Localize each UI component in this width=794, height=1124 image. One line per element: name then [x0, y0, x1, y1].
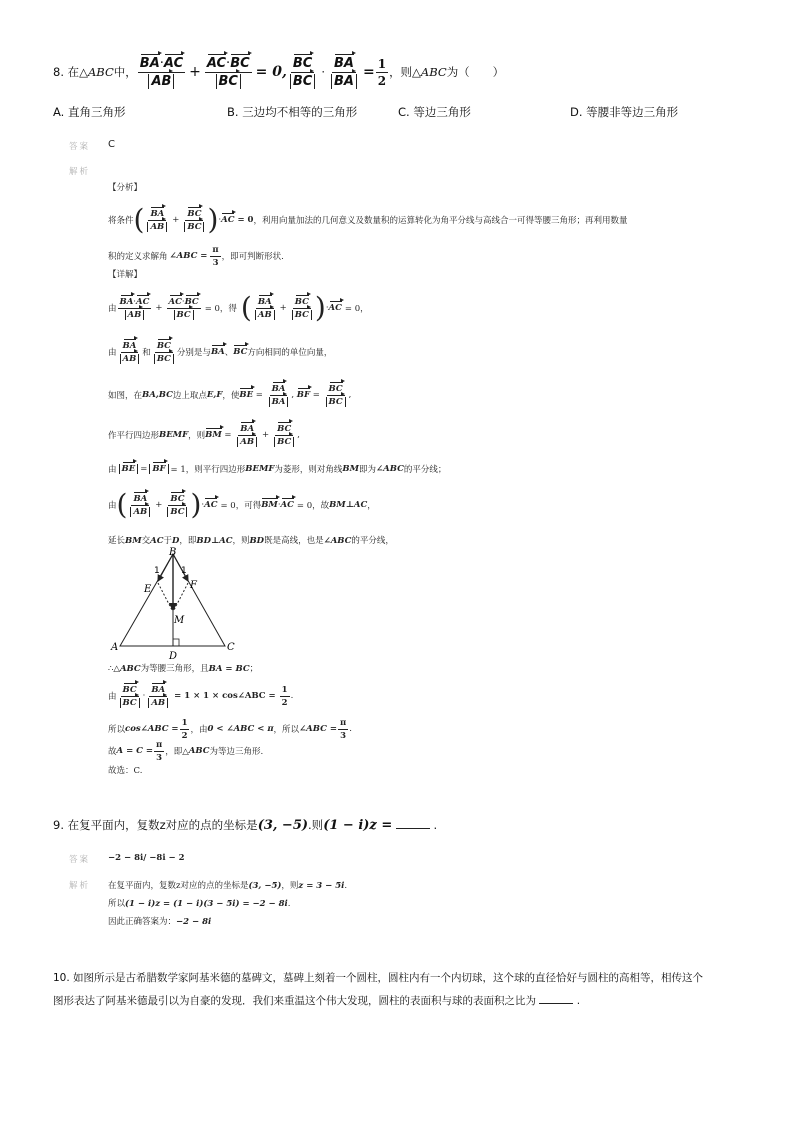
pi: π — [212, 244, 219, 255]
q9-point: (3, −5) — [257, 818, 309, 833]
l6e: ， — [367, 501, 376, 511]
vec-BA: BA — [119, 296, 134, 307]
l2b: 和 — [142, 348, 151, 358]
dashed-em — [158, 583, 172, 610]
label-b: B — [169, 547, 177, 558]
vec-BC: BC — [176, 309, 191, 320]
l6d: BM⊥AC — [329, 500, 368, 510]
l3b: BA,BC — [142, 390, 173, 400]
vec-AC: AC — [328, 303, 342, 313]
l2d: 、 — [224, 348, 234, 358]
l10a: 所以 — [108, 725, 126, 735]
l10c: ，由 — [190, 725, 208, 735]
vec-AC: AC — [163, 55, 184, 71]
two: 2 — [181, 730, 188, 741]
paren-group: ( $\frac{BA}{AB}$ + $\frac{BC}{BC}$ ) — [133, 203, 219, 236]
q9-answer-label: 答案 — [69, 855, 91, 865]
l1c: = 0， — [344, 304, 369, 314]
l11d: ABC — [188, 746, 210, 756]
l2a: 由 — [108, 348, 117, 358]
q9-stem — [53, 817, 437, 833]
l2c: 分别是与 — [176, 348, 211, 358]
l11b: A = C = — [116, 746, 153, 756]
vec-BA: BA — [210, 347, 225, 357]
triangle-figure — [105, 546, 245, 662]
q9-answer: −2 − 8i/ −8i − 2 — [108, 853, 185, 863]
vec-BM: BM — [205, 430, 222, 440]
pi: π — [339, 717, 347, 728]
option-b[interactable]: B. 三边均不相等的三角形 — [227, 105, 358, 119]
vec-BC: BC — [156, 340, 171, 351]
vec-BA: BA — [271, 383, 286, 394]
vec-AB: AB — [151, 697, 166, 708]
q8-mid: 中， — [113, 65, 137, 79]
vec-BC: BC — [187, 208, 202, 219]
l7i: ，则 — [232, 536, 250, 546]
l3c: 边上取点 — [172, 391, 207, 401]
q8-suffix2: 为（ ） — [446, 65, 505, 79]
l10e: ，所以 — [273, 725, 300, 735]
detail-line-10: 所以 cos∠ABC = $\frac{1}{2}$ ，由 0 < ∠ABC < π ，所以 ∠ABC = $\frac{\pi}{3}$ . — [108, 717, 352, 741]
vec-BA: BA — [133, 493, 148, 504]
l5b: = 1，则平行四边形 — [170, 465, 246, 475]
detail-line-8 — [108, 662, 258, 674]
l11a: 故 — [108, 747, 117, 757]
q8-eq2: = — [362, 64, 375, 80]
l1a: 由 — [108, 304, 117, 314]
vec-BE: BE — [239, 390, 254, 400]
q10-answer-blank[interactable] — [539, 993, 573, 1004]
l10b: cos∠ABC = — [125, 724, 179, 734]
vec-AB: AB — [133, 506, 148, 517]
vec-AB: AB — [151, 73, 172, 89]
vec-BE: BE — [121, 464, 136, 474]
q8-frac3 — [288, 56, 317, 89]
fenxi-line-1: 将条件 ( $\frac{BA}{AB}$ + $\frac{BC}{BC}$ ) ·AC = 0 ，利用向量加法的几何意义及数量积的运算转化为角平分线与高线合一可得等腰三角形；再利用数量 — [108, 203, 628, 236]
option-d[interactable]: D. 等腰非等边三角形 — [570, 105, 679, 119]
detail-line-9: 由 $\frac{BC}{BC}$ · $\frac{BA}{AB}$ = 1 × 1 × cos∠ABC = $\frac{1}{2}$ . — [108, 684, 294, 708]
q9-text2: .则 — [308, 818, 324, 832]
fenxi-1: 将条件 — [108, 216, 134, 226]
q10-line-1: 10. 如图所示是古希腊数学家阿基米德的墓碑文，墓碑上刻着一个圆柱，圆柱内有一个内切球，这个球的直径恰好与圆柱的高相等，相传这个 — [53, 972, 704, 984]
label-m: M — [174, 615, 185, 626]
l7c: 交 — [141, 536, 151, 546]
vec-AB: AB — [150, 221, 165, 232]
l10d: 0 < ∠ABC < π — [207, 724, 274, 734]
s1c: ，则 — [281, 881, 299, 891]
vec-BC: BC — [184, 296, 199, 307]
l1b: = 0，得 — [204, 304, 237, 314]
xiangjie-title: 【详解】 — [108, 270, 143, 280]
detail-line-12: 故选：C. — [108, 766, 143, 776]
l8d: BA = BC — [208, 664, 250, 674]
s2a: 所以 — [108, 899, 126, 909]
q8-eq1: = 0, — [255, 64, 287, 80]
q9-number: 9. — [53, 818, 64, 832]
detail-line-3: 如图，在 BA,BC 边上取点 E,F ，使 BE = $\frac{BA}{BA}$ , BF = $\frac{BC}{BC}$ , — [108, 383, 352, 407]
dashed-fm — [174, 583, 188, 610]
fenxi-2: ，利用向量加法的几何意义及数量积的运算转化为角平分线与高线合一可得等腰三角形；再利用数量 — [253, 216, 628, 226]
vec-BC: BC — [122, 697, 137, 708]
vec-BC: BC — [277, 423, 292, 434]
l8a: ∴△ — [108, 664, 120, 674]
l7f: D — [172, 536, 180, 546]
vec-BA: BA — [257, 296, 272, 307]
l3d: E,F — [206, 390, 223, 400]
option-c[interactable]: C. 等边三角形 — [398, 105, 471, 119]
q9-analysis-label: 解析 — [69, 881, 91, 891]
vec-BA: BA — [150, 208, 165, 219]
vec-BC: BC — [294, 296, 309, 307]
q10-line-2 — [53, 993, 580, 1008]
q10-text: 图形表达了阿基米德最引以为自豪的发现．我们来重温这个伟大发现，圆柱的表面积与球的表面积之比为 — [53, 995, 536, 1007]
vec-BA: BA — [122, 340, 137, 351]
vec-AB: AB — [127, 309, 142, 320]
vec-AB: AB — [240, 436, 255, 447]
vec-AC: AC — [168, 296, 182, 307]
vec-BM: BM — [261, 500, 278, 510]
detail-line-4: 作平行四边形 BEMF ，则 BM = $\frac{BA}{AB}$ + $\frac{BC}{BC}$ , — [108, 423, 300, 447]
s2c: . — [287, 899, 291, 909]
vec-BF: BF — [296, 390, 311, 400]
q9-sol-line-1 — [108, 879, 347, 891]
one: 1 — [181, 717, 188, 728]
label-d: D — [169, 651, 178, 662]
vec-BC: BC — [156, 353, 171, 364]
vec-AC: AC — [204, 500, 218, 510]
detail-line-7 — [108, 534, 394, 546]
l5h: 的平分线； — [403, 465, 447, 475]
q8-half-den: 2 — [377, 73, 387, 88]
q9-expr: (1 − i)z = — [323, 818, 393, 833]
l8e: ； — [249, 664, 259, 674]
q8-triangle: ABC — [88, 65, 114, 79]
q8-stem: 8. 在△ ABC 中， $\frac{BA\cdot AC}{AB}$ + $\frac{AC\cdot BC}{BC}$ = 0, $\frac{BC}{BC}$ · $\frac{BA}{BA}$ = $\frac{1}{2}$ ，则△ ABC 为（ ） — [53, 55, 505, 89]
vec-AB: AB — [122, 353, 137, 364]
l7m: 的平分线， — [351, 536, 394, 546]
pi: π — [156, 739, 163, 750]
l4b: BEMF — [159, 430, 189, 440]
vec-AC: AC — [206, 55, 227, 71]
vec-BC: BC — [294, 309, 309, 320]
q8-prefix: 在△ — [67, 65, 88, 79]
vec-BC: BC — [277, 436, 292, 447]
l8b: ABC — [119, 664, 141, 674]
vec-BA: BA — [151, 684, 166, 695]
l8c: 为等腰三角形，且 — [140, 664, 209, 674]
s1e: . — [344, 881, 348, 891]
q8-half-num: 1 — [377, 56, 387, 71]
l11e: 为等边三角形. — [209, 747, 264, 757]
l9b: = 1 × 1 × cos∠ABC = — [174, 691, 276, 701]
q8-answer: C — [108, 139, 115, 150]
label-f: F — [190, 580, 197, 591]
fenxi-title: 【分析】 — [108, 183, 143, 193]
vec-BA: BA — [333, 73, 354, 89]
fenxi-3c: ，即可判断形状. — [221, 252, 284, 262]
fenxi-3b: ∠ABC = — [169, 251, 208, 261]
q9-sol-line-2 — [108, 897, 290, 909]
label-c: C — [227, 642, 235, 653]
detail-line-1: 由 $\frac{BA\cdot AC}{AB}$ + $\frac{AC\cdot BC}{BC}$ = 0，得 ( $\frac{BA}{AB}$ + $\frac{BC}{BC}$ ) ·AC = 0， — [108, 291, 369, 324]
vec-BC: BC — [218, 73, 238, 89]
fenxi-3a: 积的定义求解角 — [108, 252, 168, 262]
l6a: 由 — [108, 501, 117, 511]
q8-half — [376, 57, 388, 88]
l7h: BD⊥AC — [196, 536, 233, 546]
vec-AB: AB — [257, 309, 272, 320]
three: 3 — [212, 257, 219, 268]
l5a: 由 — [108, 465, 117, 475]
l7a: 延长 — [108, 536, 126, 546]
l11c: ，即△ — [165, 747, 189, 757]
l3a: 如图，在 — [108, 391, 143, 401]
l3e: ，使 — [222, 391, 240, 401]
vec-BA: BA — [240, 423, 255, 434]
vec-BA: BA — [271, 396, 286, 407]
q8-suffix: ，则△ — [389, 65, 421, 79]
l4c: ，则 — [188, 431, 206, 441]
s2b: (1 − i)z = (1 − i)(3 − 5i) = −2 − 8i — [125, 899, 288, 909]
q8-answer-label: 答案 — [69, 142, 91, 152]
q10-end: . — [576, 995, 581, 1007]
q8-triangle2: ABC — [420, 65, 447, 79]
l5c: BEMF — [245, 464, 275, 474]
vec-BC: BC — [187, 221, 202, 232]
vec-BC: BC — [122, 684, 137, 695]
s1a: 在复平面内，复数z对应的点的坐标是 — [108, 881, 249, 891]
l5d: 为菱形，则对角线 — [274, 465, 343, 475]
l5e: BM — [342, 464, 359, 474]
l5g: ∠ABC — [376, 464, 404, 474]
two: 2 — [281, 697, 288, 708]
q8-frac2: $\frac{AC\cdot BC}{BC}$ — [206, 55, 250, 89]
l7l: ∠ABC — [323, 536, 352, 546]
detail-line-2 — [108, 333, 332, 371]
label-one-left: 1 — [154, 566, 160, 576]
vec-BC: BC — [230, 55, 250, 71]
three: 3 — [340, 730, 347, 741]
vec-BA: BA — [139, 55, 160, 71]
option-a[interactable]: A. 直角三角形 — [53, 105, 126, 119]
vec-BC: BC — [328, 396, 343, 407]
vec-AC: AC — [280, 500, 294, 510]
s3b: −2 − 8i — [176, 917, 212, 927]
s1d: z = 3 − 5i — [298, 881, 345, 891]
vector-be — [158, 554, 173, 581]
l7d: AC — [150, 536, 164, 546]
one: 1 — [281, 684, 288, 695]
vec-AC: AC — [136, 296, 150, 307]
vec-BA: BA — [333, 55, 354, 71]
q8-analysis-label: 解析 — [69, 167, 91, 177]
q8-frac1: $\frac{BA\cdot AC}{AB}$ — [139, 55, 184, 89]
label-one-right: 1 — [181, 566, 187, 576]
vec-AC: AC — [221, 215, 235, 225]
detail-line-11 — [108, 739, 263, 763]
l6c: = 0，故 — [296, 501, 330, 511]
fenxi-line-2 — [108, 243, 284, 269]
vec-BC: BC — [170, 506, 185, 517]
q8-frac4 — [329, 56, 359, 89]
right-angle-mark — [173, 639, 179, 646]
q9-answer-blank[interactable] — [396, 818, 430, 829]
vec-BC: BC — [292, 55, 313, 71]
l7j: BD — [249, 536, 265, 546]
l2e: 方向相同的单位向量， — [247, 348, 333, 358]
l9a: 由 — [108, 692, 117, 702]
detail-line-6: 由 ( $\frac{BA}{AB}$ + $\frac{BC}{BC}$ ) ·AC = 0，可得 BM · AC = 0，故 BM⊥AC ， — [108, 488, 376, 521]
l7b: BM — [125, 536, 142, 546]
vec-BF: BF — [152, 464, 166, 474]
vec-BC: BC — [292, 73, 313, 89]
s1b: (3, −5) — [248, 881, 282, 891]
l7k: 既是高线，也是 — [264, 536, 324, 546]
vec-BC: BC — [328, 383, 343, 394]
vec-BC: BC — [233, 347, 248, 357]
q9-text1: 在复平面内，复数z对应的点的坐标是 — [67, 818, 258, 832]
vec-BC: BC — [170, 493, 185, 504]
q9-sol-line-3 — [108, 915, 211, 927]
s3a: 因此正确答案为： — [108, 917, 177, 927]
l5f: 即为 — [359, 465, 377, 475]
l10f: ∠ABC = — [299, 724, 337, 734]
l6b: = 0，可得 — [220, 501, 262, 511]
label-e: E — [144, 584, 152, 595]
three: 3 — [156, 752, 163, 763]
detail-line-5: 由 BE = BF = 1，则平行四边形 BEMF 为菱形，则对角线 BM 即为 ∠ABC 的平分线； — [108, 464, 447, 475]
label-a: A — [111, 642, 119, 653]
l7e: 于 — [163, 536, 173, 546]
l4a: 作平行四边形 — [108, 431, 160, 441]
l7g: ，即 — [179, 536, 197, 546]
q8-number: 8. — [53, 65, 64, 79]
q9-end: . — [433, 818, 438, 832]
